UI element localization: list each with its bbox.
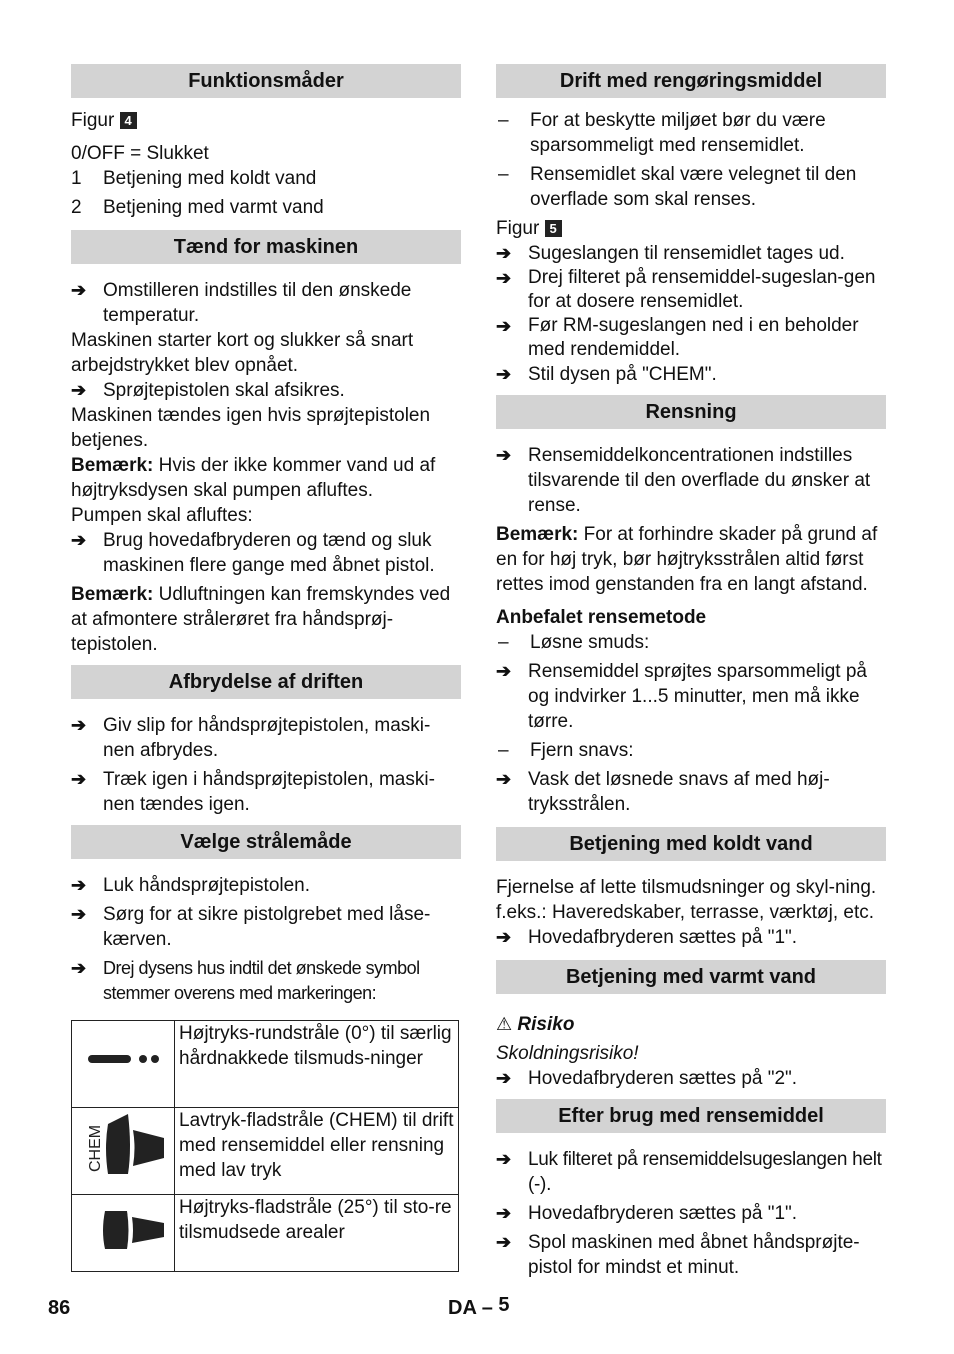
- table-cell-text: Højtryks-fladstråle (25°) til sto-re tilsmudsede arealer: [175, 1195, 459, 1272]
- list-item: [71, 767, 461, 817]
- item-text: Før RM-sugeslangen ned i en beholder med rendemiddel.: [528, 315, 859, 360]
- list-item: [71, 873, 461, 898]
- item-text: For at beskytte miljøet bør du være sparsommeligt med rensemidlet.: [530, 110, 826, 156]
- item-text: Træk igen i håndsprøjtepistolen, maski-nen tændes igen.: [103, 769, 435, 815]
- mode-off: 0/OFF = Slukket: [71, 143, 209, 164]
- note: [496, 522, 886, 597]
- paragraph: Maskinen starter kort og slukker så snart arbejdstrykket blev opnået.: [71, 330, 414, 376]
- arrow-icon: ➔: [496, 769, 512, 789]
- item-text: Spol maskinen med åbnet håndsprøjte-pistol for mindst et minut.: [528, 1232, 860, 1278]
- arrow-icon: ➔: [71, 715, 87, 735]
- right-column: [496, 64, 886, 1280]
- note-text: For at forhindre skader på grund af en for høj tryk, bør højtryksstrålen altid først rettes imod genstanden fra en langt afstand.: [496, 524, 878, 595]
- paragraph: Fjernelse af lette tilsmudsninger og skyl-ning. f.eks.: Haveredskaber, terrasse, værktøj, etc.: [496, 877, 877, 923]
- paragraph: Maskinen tændes igen hvis sprøjtepistolen betjenes.: [71, 405, 431, 451]
- item-text: Sugeslangen til rensemidlet tages ud.: [528, 243, 845, 264]
- footer-sep: –: [481, 1297, 493, 1319]
- list-item: [496, 108, 886, 158]
- page-number: 86: [48, 1297, 71, 1319]
- section-title-varmt-vand: Betjening med varmt vand: [496, 960, 886, 994]
- arrow-icon: ➔: [496, 1203, 512, 1223]
- note-text: Udluftningen kan fremskyndes ved at afmontere strålerøret fra håndsprøj-tepistolen.: [71, 584, 451, 655]
- section-title-afbrydelse: Afbrydelse af driften: [71, 665, 461, 699]
- arrow-icon: ➔: [496, 364, 512, 384]
- arrow-icon: ➔: [496, 445, 512, 465]
- list-item: [496, 767, 886, 817]
- risk-label: Risiko: [517, 1014, 575, 1035]
- table-row: [72, 1195, 459, 1272]
- arrow-icon: ➔: [496, 661, 512, 681]
- item-text: Hovedafbryderen sættes på "1".: [528, 927, 798, 948]
- subheading: Anbefalet rensemetode: [496, 607, 707, 628]
- item-text: Rensemiddelkoncentrationen indstilles tilsvarende til den overflade du ønsker at rense.: [528, 445, 871, 516]
- risk-heading: [496, 1012, 886, 1037]
- list-item: [71, 278, 461, 328]
- arrow-icon: ➔: [496, 1149, 512, 1169]
- list-item: [496, 362, 886, 387]
- arrow-icon: ➔: [496, 243, 512, 263]
- figure-label: Figur: [496, 218, 540, 239]
- dash-bullet: –: [498, 740, 509, 761]
- list-item: [496, 266, 886, 314]
- item-text: Betjening med koldt vand: [103, 168, 317, 189]
- note-text: Hvis der ikke kommer vand ud af højtryksdysen skal pumpen afluftes.: [71, 455, 436, 501]
- list-item: [71, 713, 461, 763]
- figure-number-badge: 4: [120, 112, 137, 129]
- chem-flat-jet-icon: [72, 1108, 175, 1195]
- item-text: Stil dysen på "CHEM".: [528, 364, 717, 385]
- section-title-vaelge: Vælge strålemåde: [71, 825, 461, 859]
- list-item: [496, 314, 886, 362]
- item-text: Sørg for at sikre pistolgrebet med låse-kærven.: [103, 904, 431, 950]
- list-item: [496, 925, 886, 950]
- chem-label: CHEM: [87, 1124, 104, 1172]
- figure-ref: [71, 108, 461, 133]
- dash-bullet: –: [498, 632, 509, 653]
- list-item: [496, 1230, 886, 1280]
- table-row: [72, 1108, 459, 1195]
- figure-number-badge: 5: [545, 220, 562, 237]
- footer-lang-page: [448, 1296, 510, 1321]
- section-title-taend: Tænd for maskinen: [71, 230, 461, 264]
- item-text: Rensemiddel sprøjtes sparsommeligt på og indvirker 1...5 minutter, men må ikke tørre.: [528, 661, 867, 732]
- paragraph: Pumpen skal afluftes:: [71, 505, 253, 526]
- arrow-icon: ➔: [71, 904, 87, 924]
- item-text: Sprøjtepistolen skal afsikres.: [103, 380, 345, 401]
- item-text: Fjern snavs:: [530, 740, 634, 761]
- item-number: 2: [71, 197, 82, 218]
- dash-bullet: –: [498, 164, 509, 185]
- arrow-icon: ➔: [71, 769, 87, 789]
- list-item: [496, 1201, 886, 1226]
- left-column: [71, 64, 461, 1272]
- list-item: [496, 162, 886, 212]
- section-title-funktionsmaader: Funktionsmåder: [71, 64, 461, 98]
- item-text: Vask det løsnede snavs af med høj-tryksstrålen.: [528, 769, 830, 815]
- list-item: [71, 378, 461, 403]
- list-item: [496, 1147, 886, 1197]
- section-title-rensning: Rensning: [496, 395, 886, 429]
- item-text: Hovedafbryderen sættes på "1".: [528, 1203, 798, 1224]
- arrow-icon: ➔: [71, 958, 86, 978]
- note: [71, 453, 461, 503]
- list-item: [71, 956, 461, 1006]
- item-text: Drej filteret på rensemiddel-sugeslan-gen for at dosere rensemidlet.: [528, 267, 876, 312]
- list-item: [496, 443, 886, 518]
- footer-lang: DA: [448, 1297, 477, 1319]
- figure-ref: [496, 216, 886, 241]
- item-text: Betjening med varmt vand: [103, 197, 324, 218]
- item-number: 1: [71, 168, 82, 189]
- item-text: Luk håndsprøjtepistolen.: [103, 875, 311, 896]
- item-text: Hovedafbryderen sættes på "2".: [528, 1068, 798, 1089]
- list-item: [496, 659, 886, 734]
- section-title-efter-brug: Efter brug med rensemiddel: [496, 1099, 886, 1133]
- arrow-icon: ➔: [71, 530, 87, 550]
- arrow-icon: ➔: [71, 280, 87, 300]
- list-item: [496, 738, 886, 763]
- figure-label: Figur: [71, 110, 115, 131]
- arrow-icon: ➔: [71, 380, 87, 400]
- item-text: Drej dysens hus indtil det ønskede symbol stemmer overens med markeringen:: [103, 958, 420, 1003]
- flat-jet-icon: [72, 1195, 175, 1272]
- spray-mode-table: [71, 1020, 459, 1272]
- warning-triangle-icon: ⚠: [496, 1014, 513, 1034]
- arrow-icon: ➔: [496, 268, 512, 288]
- table-cell-text: Højtryks-rundstråle (0°) til særlig hårdnakkede tilsmuds-ninger: [175, 1021, 459, 1108]
- note-label: Bemærk:: [71, 455, 154, 476]
- list-item: [71, 195, 461, 220]
- note-label: Bemærk:: [496, 524, 579, 545]
- risk-text: Skoldningsrisiko!: [496, 1043, 639, 1064]
- item-text: Omstilleren indstilles til den ønskede temperatur.: [103, 280, 412, 326]
- round-jet-icon: [72, 1021, 175, 1108]
- item-text: Løsne smuds:: [530, 632, 650, 653]
- list-item: [496, 241, 886, 266]
- item-text: Luk filteret på rensemiddelsugeslangen helt (-).: [528, 1149, 882, 1195]
- arrow-icon: ➔: [496, 1232, 512, 1252]
- dash-bullet: –: [498, 110, 509, 131]
- section-title-drift-rengoering: Drift med rengøringsmiddel: [496, 64, 886, 98]
- list-item: [496, 630, 886, 655]
- note: [71, 582, 461, 657]
- list-item: [496, 1066, 886, 1091]
- table-cell-text: Lavtryk-fladstråle (CHEM) til drift med rensemiddel eller rensning med lav tryk: [175, 1108, 459, 1195]
- list-item: [71, 528, 461, 578]
- arrow-icon: ➔: [496, 1068, 512, 1088]
- arrow-icon: ➔: [496, 316, 512, 336]
- table-row: [72, 1021, 459, 1108]
- list-item: [71, 902, 461, 952]
- arrow-icon: ➔: [71, 875, 87, 895]
- item-text: Giv slip for håndsprøjtepistolen, maski-nen afbrydes.: [103, 715, 431, 761]
- footer-num: 5: [498, 1294, 510, 1316]
- section-title-koldt-vand: Betjening med koldt vand: [496, 827, 886, 861]
- item-text: Rensemidlet skal være velegnet til den overflade som skal renses.: [530, 164, 857, 210]
- note-label: Bemærk:: [71, 584, 154, 605]
- arrow-icon: ➔: [496, 927, 512, 947]
- item-text: Brug hovedafbryderen og tænd og sluk maskinen flere gange med åbnet pistol.: [103, 530, 435, 576]
- list-item: [71, 166, 461, 191]
